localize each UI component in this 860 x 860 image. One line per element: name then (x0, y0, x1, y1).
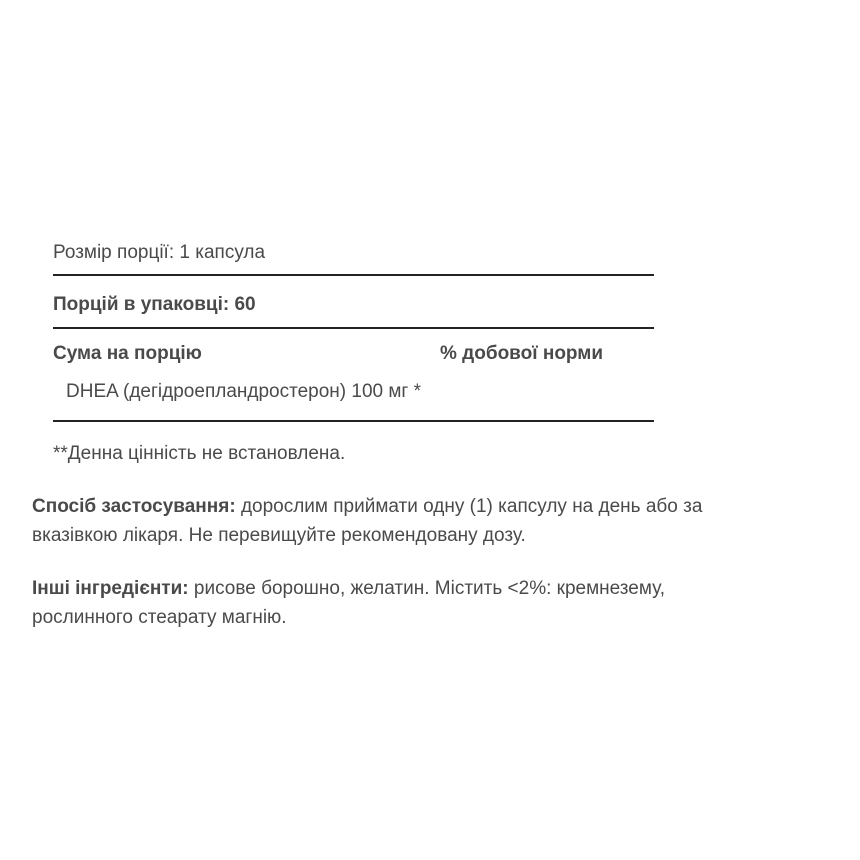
other-ingredients-label: Інші інгредієнти: (32, 578, 189, 599)
ingredient-text: DHEA (дегідроепландростерон) 100 мг * (66, 381, 422, 402)
other-ingredients-text-line1: рисове борошно, желатин. Містить <2%: кремнезему, (193, 578, 666, 599)
other-ingredients-paragraph (32, 574, 832, 632)
serving-size-row (53, 236, 654, 276)
usage-label: Спосіб застосування: (32, 496, 236, 517)
servings-per-container-text: Порцій в упаковці: 60 (53, 294, 256, 315)
daily-value-footnote: **Денна цінність не встановлена. (53, 443, 346, 464)
facts-header-row (53, 329, 654, 371)
usage-text-line2: вказівкою лікаря. Не перевищуйте рекомендовану дозу. (32, 525, 526, 546)
ingredient-row (53, 371, 654, 422)
supplement-facts-table (53, 236, 654, 422)
servings-per-container-row (53, 276, 654, 329)
serving-size-text: Розмір порції: 1 капсула (53, 242, 266, 263)
usage-paragraph (32, 492, 832, 550)
other-ingredients-text-line2: рослинного стеарату магнію. (32, 607, 287, 628)
usage-text-line1: дорослим приймати одну (1) капсулу на день або за (240, 496, 703, 517)
daily-value-header: % добової норми (440, 343, 604, 364)
amount-per-serving-header: Сума на порцію (53, 343, 202, 364)
